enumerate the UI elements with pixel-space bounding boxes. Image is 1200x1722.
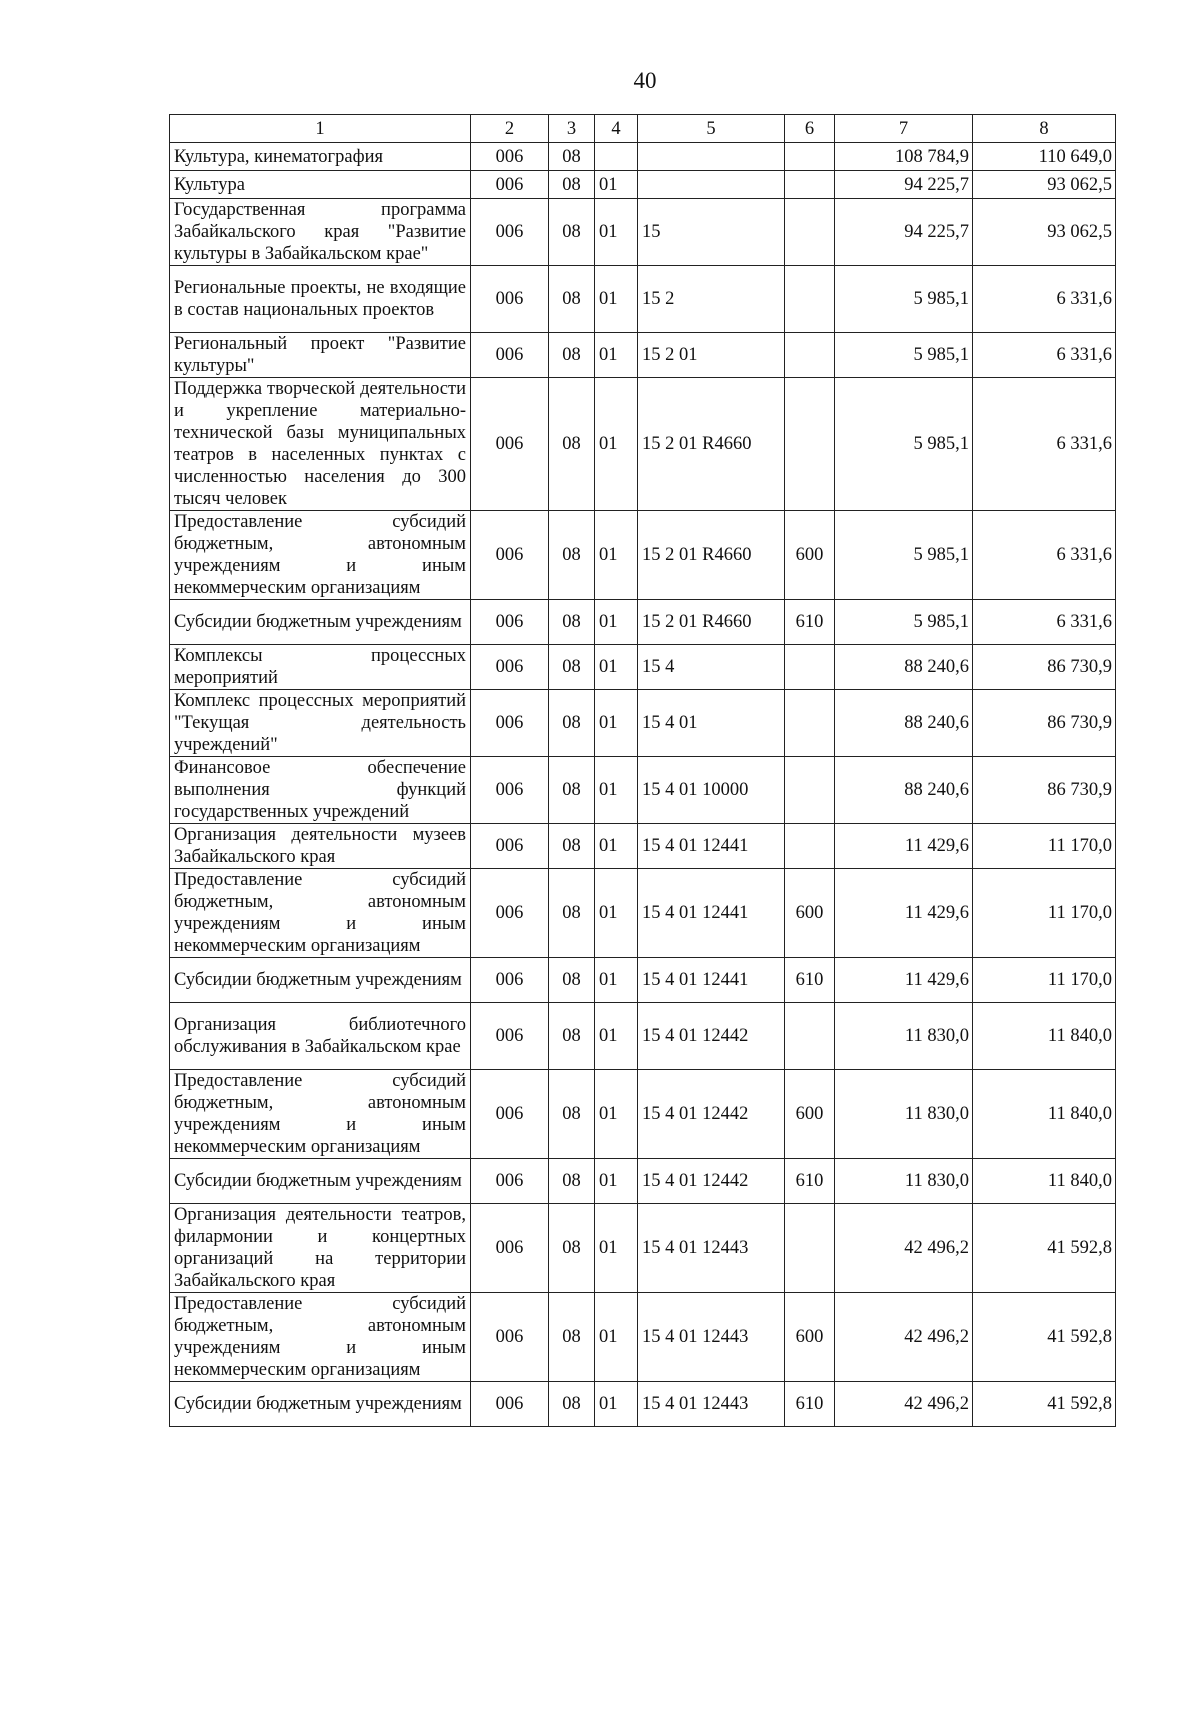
code-cell: 006 (471, 1003, 549, 1070)
subsection-cell: 01 (595, 199, 638, 266)
code-cell: 006 (471, 958, 549, 1003)
budget-table (169, 114, 1116, 1427)
item-name-cell: Предоставление субсидий бюджетным, автономным учреждениям и иным некоммерческим организациям (170, 1293, 471, 1382)
section-cell: 08 (549, 1382, 595, 1427)
item-name-cell: Субсидии бюджетным учреждениям (170, 1382, 471, 1427)
target-article-cell: 15 4 01 12441 (638, 958, 785, 1003)
item-name-cell: Региональный проект "Развитие культуры" (170, 333, 471, 378)
section-cell: 08 (549, 378, 595, 511)
expense-type-cell (785, 143, 835, 171)
amount-year2-cell: 6 331,6 (973, 600, 1116, 645)
amount-year2-cell: 41 592,8 (973, 1293, 1116, 1382)
code-cell: 006 (471, 1070, 549, 1159)
table-row (170, 511, 1116, 600)
table-row (170, 1003, 1116, 1070)
target-article-cell (638, 171, 785, 199)
subsection-cell: 01 (595, 869, 638, 958)
amount-year1-cell: 94 225,7 (835, 199, 973, 266)
amount-year1-cell: 88 240,6 (835, 757, 973, 824)
amount-year1-cell: 5 985,1 (835, 378, 973, 511)
page-number: 40 (633, 68, 657, 93)
amount-year2-cell: 6 331,6 (973, 378, 1116, 511)
table-row (170, 333, 1116, 378)
amount-year1-cell: 5 985,1 (835, 511, 973, 600)
section-cell: 08 (549, 511, 595, 600)
table-row (170, 1159, 1116, 1204)
target-article-cell: 15 4 01 12442 (638, 1003, 785, 1070)
item-name-cell: Государственная программа Забайкальского края "Развитие культуры в Забайкальском крае" (170, 199, 471, 266)
amount-year1-cell: 11 830,0 (835, 1003, 973, 1070)
amount-year2-cell: 11 170,0 (973, 869, 1116, 958)
subsection-cell: 01 (595, 645, 638, 690)
target-article-cell (638, 143, 785, 171)
code-cell: 006 (471, 1159, 549, 1204)
subsection-cell: 01 (595, 378, 638, 511)
header-cell: 2 (471, 115, 549, 143)
expense-type-cell: 610 (785, 958, 835, 1003)
expense-type-cell (785, 1204, 835, 1293)
item-name-cell: Организация деятельности музеев Забайкальского края (170, 824, 471, 869)
subsection-cell (595, 143, 638, 171)
amount-year2-cell: 41 592,8 (973, 1382, 1116, 1427)
subsection-cell: 01 (595, 958, 638, 1003)
subsection-cell: 01 (595, 1070, 638, 1159)
code-cell: 006 (471, 869, 549, 958)
header-cell: 8 (973, 115, 1116, 143)
amount-year2-cell: 93 062,5 (973, 171, 1116, 199)
expense-type-cell (785, 1003, 835, 1070)
subsection-cell: 01 (595, 333, 638, 378)
table-row (170, 143, 1116, 171)
item-name-cell: Субсидии бюджетным учреждениям (170, 1159, 471, 1204)
header-cell: 7 (835, 115, 973, 143)
amount-year2-cell: 6 331,6 (973, 511, 1116, 600)
item-name-cell: Комплекс процессных мероприятий "Текущая деятельность учреждений" (170, 690, 471, 757)
amount-year2-cell: 11 840,0 (973, 1159, 1116, 1204)
amount-year1-cell: 88 240,6 (835, 690, 973, 757)
code-cell: 006 (471, 143, 549, 171)
code-cell: 006 (471, 266, 549, 333)
code-cell: 006 (471, 824, 549, 869)
target-article-cell: 15 4 01 12442 (638, 1159, 785, 1204)
item-name-cell: Организация библиотечного обслуживания в Забайкальском крае (170, 1003, 471, 1070)
code-cell: 006 (471, 171, 549, 199)
expense-type-cell: 600 (785, 1070, 835, 1159)
item-name-cell: Предоставление субсидий бюджетным, автономным учреждениям и иным некоммерческим организациям (170, 869, 471, 958)
code-cell: 006 (471, 690, 549, 757)
target-article-cell: 15 4 01 12443 (638, 1293, 785, 1382)
amount-year2-cell: 11 840,0 (973, 1070, 1116, 1159)
table-row (170, 1382, 1116, 1427)
amount-year2-cell: 93 062,5 (973, 199, 1116, 266)
code-cell: 006 (471, 199, 549, 266)
subsection-cell: 01 (595, 171, 638, 199)
item-name-cell: Субсидии бюджетным учреждениям (170, 958, 471, 1003)
header-cell: 4 (595, 115, 638, 143)
amount-year1-cell: 5 985,1 (835, 266, 973, 333)
amount-year2-cell: 11 840,0 (973, 1003, 1116, 1070)
amount-year1-cell: 88 240,6 (835, 645, 973, 690)
target-article-cell: 15 4 01 12441 (638, 824, 785, 869)
table-row (170, 1204, 1116, 1293)
section-cell: 08 (549, 958, 595, 1003)
code-cell: 006 (471, 378, 549, 511)
amount-year2-cell: 6 331,6 (973, 266, 1116, 333)
amount-year2-cell: 86 730,9 (973, 645, 1116, 690)
amount-year2-cell: 41 592,8 (973, 1204, 1116, 1293)
target-article-cell: 15 2 01 R4660 (638, 511, 785, 600)
section-cell: 08 (549, 333, 595, 378)
table-row (170, 199, 1116, 266)
table-row (170, 645, 1116, 690)
target-article-cell: 15 2 01 R4660 (638, 600, 785, 645)
amount-year1-cell: 11 830,0 (835, 1070, 973, 1159)
amount-year1-cell: 42 496,2 (835, 1204, 973, 1293)
table-row (170, 1293, 1116, 1382)
section-cell: 08 (549, 1070, 595, 1159)
section-cell: 08 (549, 143, 595, 171)
table-row (170, 1070, 1116, 1159)
header-cell: 1 (170, 115, 471, 143)
amount-year2-cell: 86 730,9 (973, 757, 1116, 824)
target-article-cell: 15 4 01 12442 (638, 1070, 785, 1159)
section-cell: 08 (549, 824, 595, 869)
section-cell: 08 (549, 1293, 595, 1382)
expense-type-cell (785, 199, 835, 266)
item-name-cell: Финансовое обеспечение выполнения функций государственных учреждений (170, 757, 471, 824)
expense-type-cell (785, 266, 835, 333)
table-row (170, 869, 1116, 958)
section-cell: 08 (549, 869, 595, 958)
subsection-cell: 01 (595, 1293, 638, 1382)
expense-type-cell (785, 645, 835, 690)
section-cell: 08 (549, 199, 595, 266)
subsection-cell: 01 (595, 1382, 638, 1427)
subsection-cell: 01 (595, 690, 638, 757)
subsection-cell: 01 (595, 266, 638, 333)
item-name-cell: Поддержка творческой деятельности и укрепление материально-технической базы муниципальных театров в населенных пунктах с численностью населения до 300 тысяч человек (170, 378, 471, 511)
expense-type-cell: 600 (785, 869, 835, 958)
item-name-cell: Региональные проекты, не входящие в состав национальных проектов (170, 266, 471, 333)
subsection-cell: 01 (595, 1003, 638, 1070)
code-cell: 006 (471, 757, 549, 824)
table-row (170, 171, 1116, 199)
expense-type-cell (785, 378, 835, 511)
expense-type-cell (785, 757, 835, 824)
target-article-cell: 15 2 01 R4660 (638, 378, 785, 511)
item-name-cell: Комплексы процессных мероприятий (170, 645, 471, 690)
expense-type-cell: 600 (785, 511, 835, 600)
target-article-cell: 15 4 01 10000 (638, 757, 785, 824)
section-cell: 08 (549, 645, 595, 690)
amount-year2-cell: 86 730,9 (973, 690, 1116, 757)
item-name-cell: Предоставление субсидий бюджетным, автономным учреждениям и иным некоммерческим организациям (170, 511, 471, 600)
table-row (170, 378, 1116, 511)
target-article-cell: 15 4 (638, 645, 785, 690)
amount-year1-cell: 108 784,9 (835, 143, 973, 171)
target-article-cell: 15 2 (638, 266, 785, 333)
section-cell: 08 (549, 171, 595, 199)
header-cell: 6 (785, 115, 835, 143)
subsection-cell: 01 (595, 1159, 638, 1204)
amount-year1-cell: 94 225,7 (835, 171, 973, 199)
table-row (170, 824, 1116, 869)
amount-year1-cell: 11 429,6 (835, 824, 973, 869)
header-cell: 5 (638, 115, 785, 143)
item-name-cell: Предоставление субсидий бюджетным, автономным учреждениям и иным некоммерческим организациям (170, 1070, 471, 1159)
target-article-cell: 15 4 01 12443 (638, 1204, 785, 1293)
expense-type-cell (785, 690, 835, 757)
table-header-row (170, 115, 1116, 143)
subsection-cell: 01 (595, 1204, 638, 1293)
amount-year1-cell: 11 429,6 (835, 958, 973, 1003)
code-cell: 006 (471, 1204, 549, 1293)
expense-type-cell (785, 171, 835, 199)
target-article-cell: 15 4 01 12443 (638, 1382, 785, 1427)
table-row (170, 600, 1116, 645)
target-article-cell: 15 2 01 (638, 333, 785, 378)
section-cell: 08 (549, 1204, 595, 1293)
section-cell: 08 (549, 600, 595, 645)
item-name-cell: Культура, кинематография (170, 143, 471, 171)
amount-year1-cell: 5 985,1 (835, 600, 973, 645)
amount-year2-cell: 6 331,6 (973, 333, 1116, 378)
subsection-cell: 01 (595, 600, 638, 645)
section-cell: 08 (549, 757, 595, 824)
code-cell: 006 (471, 645, 549, 690)
target-article-cell: 15 4 01 12441 (638, 869, 785, 958)
amount-year2-cell: 110 649,0 (973, 143, 1116, 171)
expense-type-cell (785, 333, 835, 378)
table-row (170, 757, 1116, 824)
section-cell: 08 (549, 690, 595, 757)
amount-year1-cell: 11 830,0 (835, 1159, 973, 1204)
subsection-cell: 01 (595, 824, 638, 869)
code-cell: 006 (471, 333, 549, 378)
section-cell: 08 (549, 266, 595, 333)
expense-type-cell (785, 824, 835, 869)
expense-type-cell: 600 (785, 1293, 835, 1382)
subsection-cell: 01 (595, 757, 638, 824)
amount-year1-cell: 5 985,1 (835, 333, 973, 378)
amount-year1-cell: 42 496,2 (835, 1293, 973, 1382)
table-row (170, 690, 1116, 757)
target-article-cell: 15 (638, 199, 785, 266)
table-row (170, 958, 1116, 1003)
subsection-cell: 01 (595, 511, 638, 600)
section-cell: 08 (549, 1159, 595, 1204)
section-cell: 08 (549, 1003, 595, 1070)
item-name-cell: Субсидии бюджетным учреждениям (170, 600, 471, 645)
header-cell: 3 (549, 115, 595, 143)
amount-year1-cell: 11 429,6 (835, 869, 973, 958)
target-article-cell: 15 4 01 (638, 690, 785, 757)
code-cell: 006 (471, 600, 549, 645)
code-cell: 006 (471, 1293, 549, 1382)
code-cell: 006 (471, 1382, 549, 1427)
item-name-cell: Культура (170, 171, 471, 199)
expense-type-cell: 610 (785, 1382, 835, 1427)
code-cell: 006 (471, 511, 549, 600)
expense-type-cell: 610 (785, 1159, 835, 1204)
amount-year1-cell: 42 496,2 (835, 1382, 973, 1427)
item-name-cell: Организация деятельности театров, филармонии и концертных организаций на территории Забайкальского края (170, 1204, 471, 1293)
amount-year2-cell: 11 170,0 (973, 958, 1116, 1003)
expense-type-cell: 610 (785, 600, 835, 645)
amount-year2-cell: 11 170,0 (973, 824, 1116, 869)
table-row (170, 266, 1116, 333)
